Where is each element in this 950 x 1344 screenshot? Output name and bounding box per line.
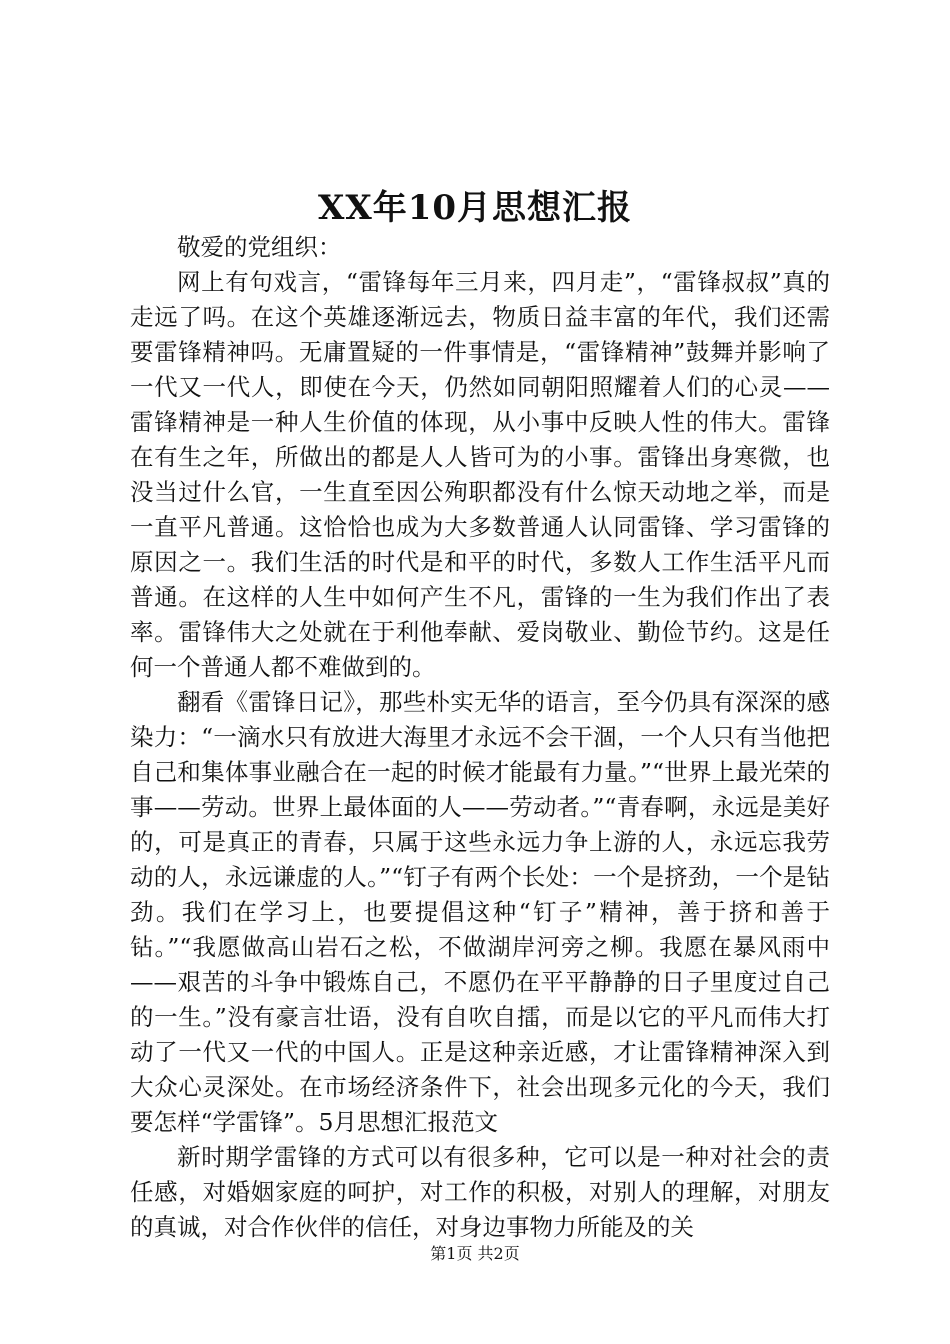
paragraph-2: 翻看《雷锋日记》，那些朴实无华的语言，至今仍具有深深的感染力：“一滴水只有放进大海里才永远不会干涸，一个人只有当他把自己和集体事业融合在一起的时候才能最有力量。”“世界上最光荣的事——劳动。世界上最体面的人——劳动者。”“青春啊，永远是美好的，可是真正的青春，只属于这些永远力争上游的人，永远忘我劳动的人，永远谦虚的人。”“钉子有两个长处：一个是挤劲，一个是钻劲。我们在学习上，也要提倡这种“钉子”精神，善于挤和善于钻。”“我愿做高山岩石之松，不做湖岸河旁之柳。我愿在暴风雨中——艰苦的斗争中锻炼自己，不愿仍在平平静静的日子里度过自己的一生。”没有豪言壮语，没有自吹自擂，而是以它的平凡而伟大打动了一代又一代的中国人。正是这种亲近感，才让雷锋精神深入到大众心灵深处。在市场经济条件下，社会出现多元化的今天，我们要怎样“学雷锋”。5月思想汇报范文	[130, 688, 830, 1136]
paragraph-1: 网上有句戏言，“雷锋每年三月来，四月走”，“雷锋叔叔”真的走远了吗。在这个英雄逐渐远去，物质日益丰富的年代，我们还需要雷锋精神吗。无庸置疑的一件事情是，“雷锋精神”鼓舞并影响了一代又一代人，即使在今天，仍然如同朝阳照耀着人们的心灵——雷锋精神是一种人生价值的体现，从小事中反映人性的伟大。雷锋在有生之年，所做出的都是人人皆可为的小事。雷锋出身寒微，也没当过什么官，一生直至因公殉职都没有什么惊天动地之举，而是一直平凡普通。这恰恰也成为大多数普通人认同雷锋、学习雷锋的原因之一。我们生活的时代是和平的时代，多数人工作生活平凡而普通。在这样的人生中如何产生不凡，雷锋的一生为我们作出了表率。雷锋伟大之处就在于利他奉献、爱岗敬业、勤俭节约。这是任何一个普通人都不难做到的。	[130, 268, 830, 681]
page-title: XX年10月思想汇报	[317, 188, 633, 228]
salutation: 敬爱的党组织：	[177, 233, 342, 261]
page-footer: 第1页 共2页	[430, 1244, 520, 1263]
paragraph-3: 新时期学雷锋的方式可以有很多种，它可以是一种对社会的责任感，对婚姻家庭的呵护，对工作的积极，对别人的理解，对朋友的真诚，对合作伙伴的信任，对身边事物力所能及的关	[130, 1143, 830, 1241]
document-body	[130, 230, 830, 1245]
